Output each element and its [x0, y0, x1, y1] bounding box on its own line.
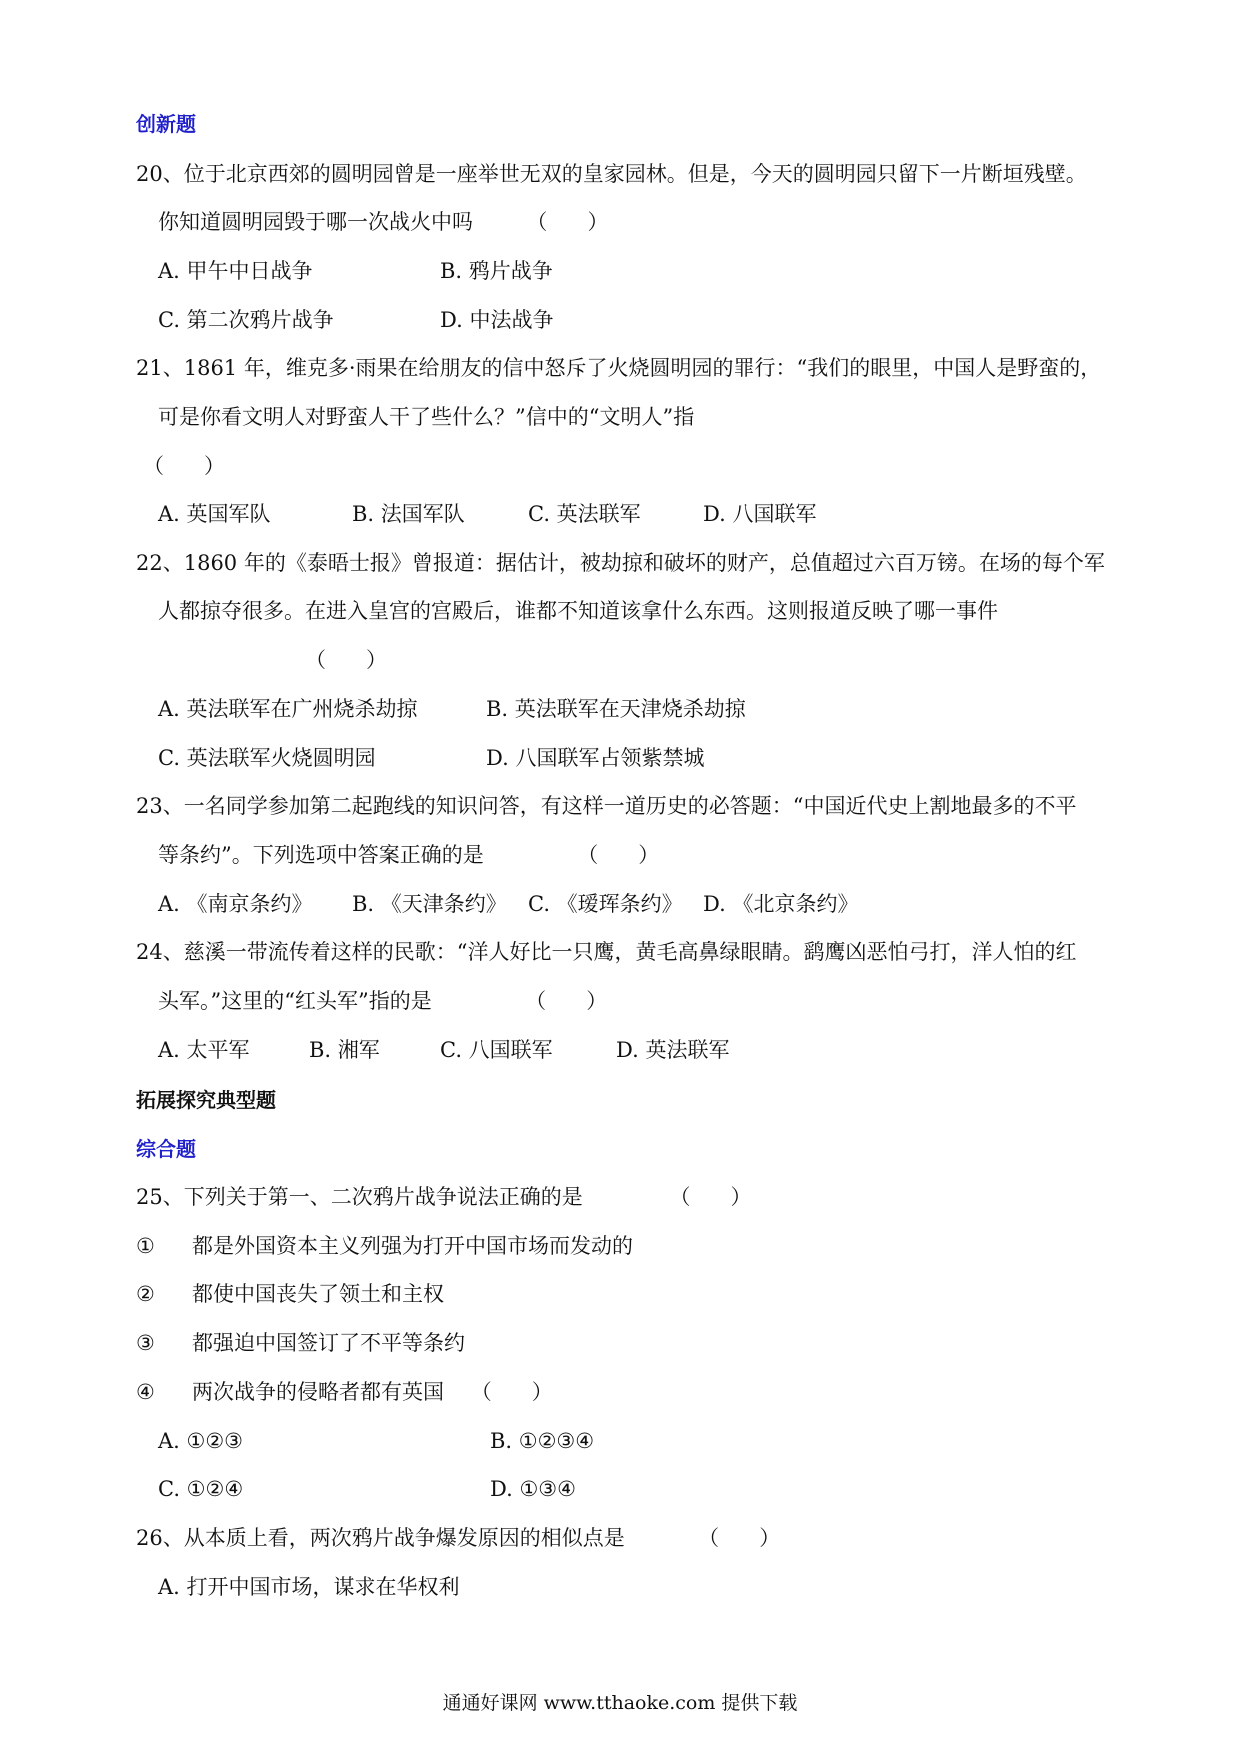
question-21-text-cont: 可是你看文明人对野蛮人干了些什么？”信中的“文明人”指 — [158, 405, 695, 429]
question-23-text: 23、一名同学参加第二起跑线的知识问答，有这样一道历史的必答题：“中国近代史上割地最多的不平 — [136, 794, 1077, 818]
question-25-item-2-mark: ② — [136, 1282, 155, 1306]
question-25-item-1-mark: ① — [136, 1234, 155, 1258]
question-20-option-a: A. 甲午中日战争 — [158, 259, 313, 283]
question-23-option-b: B. 《天津条约》 — [352, 892, 507, 916]
question-25-item-2: 都使中国丧失了领土和主权 — [192, 1282, 444, 1306]
question-20-text: 20、位于北京西郊的圆明园曾是一座举世无双的皇家园林。但是，今天的圆明园只留下一片断垣残壁。 — [136, 162, 1087, 186]
page-footer: 通通好课网 www.tthaoke.com 提供下载 — [442, 1692, 798, 1714]
question-23-option-d: D. 《北京条约》 — [703, 892, 859, 916]
question-20-option-c: C. 第二次鸦片战争 — [158, 308, 334, 332]
question-24-text: 24、慈溪一带流传着这样的民歌：“洋人好比一只鹰，黄毛高鼻绿眼睛。鹞鹰凶恶怕弓打，洋人怕的红 — [136, 940, 1077, 964]
question-24-text-cont: 头军。”这里的“红头军”指的是 （ ） — [158, 989, 608, 1013]
question-22-answer-blank: （ ） — [305, 648, 388, 672]
question-24-option-d: D. 英法联军 — [616, 1038, 730, 1062]
question-20-option-d: D. 中法战争 — [440, 308, 554, 332]
question-22-option-a: A. 英法联军在广州烧杀劫掠 — [158, 697, 418, 721]
question-22-option-d: D. 八国联军占领紫禁城 — [486, 746, 705, 770]
question-21-option-d: D. 八国联军 — [703, 502, 817, 526]
question-20-text-cont: 你知道圆明园毁于哪一次战火中吗 （ ） — [158, 210, 609, 234]
question-24-option-c: C. 八国联军 — [440, 1038, 553, 1062]
question-25-option-b: B. ①②③④ — [490, 1429, 595, 1453]
question-25-item-4-mark: ④ — [136, 1380, 155, 1404]
question-25-option-a: A. ①②③ — [158, 1429, 243, 1453]
question-23-text-cont: 等条约”。下列选项中答案正确的是 （ ） — [158, 843, 660, 867]
question-22-text-cont: 人都掠夺很多。在进入皇宫的宫殿后，谁都不知道该拿什么东西。这则报道反映了哪一事件 — [158, 599, 998, 623]
question-20-option-b: B. 鸦片战争 — [440, 259, 553, 283]
question-25-text: 25、下列关于第一、二次鸦片战争说法正确的是 （ ） — [136, 1185, 752, 1209]
question-23-option-c: C. 《瑷珲条约》 — [528, 892, 683, 916]
question-21-answer-blank: （ ） — [143, 454, 226, 478]
question-25-item-4: 两次战争的侵略者都有英国 （ ） — [192, 1380, 553, 1404]
question-25-item-3-mark: ③ — [136, 1331, 155, 1355]
question-25-item-3: 都强迫中国签订了不平等条约 — [192, 1331, 465, 1355]
question-26-text: 26、从本质上看，两次鸦片战争爆发原因的相似点是 （ ） — [136, 1526, 781, 1550]
question-25-option-d: D. ①③④ — [490, 1477, 576, 1501]
question-22-option-b: B. 英法联军在天津烧杀劫掠 — [486, 697, 746, 721]
question-23-option-a: A. 《南京条约》 — [158, 892, 313, 916]
question-25-item-1: 都是外国资本主义列强为打开中国市场而发动的 — [192, 1234, 633, 1258]
section-heading-comprehensive: 综合题 — [136, 1137, 196, 1161]
question-21-option-a: A. 英国军队 — [158, 502, 271, 526]
question-24-option-a: A. 太平军 — [158, 1038, 250, 1062]
question-26-option-a: A. 打开中国市场，谋求在华权利 — [158, 1575, 460, 1599]
question-22-text: 22、1860 年的《泰晤士报》曾报道：据估计，被劫掠和破坏的财产，总值超过六百万镑。在场的每个军 — [136, 551, 1105, 575]
question-22-option-c: C. 英法联军火烧圆明园 — [158, 746, 376, 770]
question-24-option-b: B. 湘军 — [309, 1038, 380, 1062]
section-heading-innovation: 创新题 — [136, 112, 196, 136]
question-21-option-c: C. 英法联军 — [528, 502, 641, 526]
question-25-option-c: C. ①②④ — [158, 1477, 244, 1501]
section-heading-expand: 拓展探究典型题 — [136, 1088, 276, 1112]
question-21-option-b: B. 法国军队 — [352, 502, 465, 526]
question-21-text: 21、1861 年，维克多·雨果在给朋友的信中怒斥了火烧圆明园的罪行：“我们的眼里，中国人是野蛮的， — [136, 356, 1102, 380]
